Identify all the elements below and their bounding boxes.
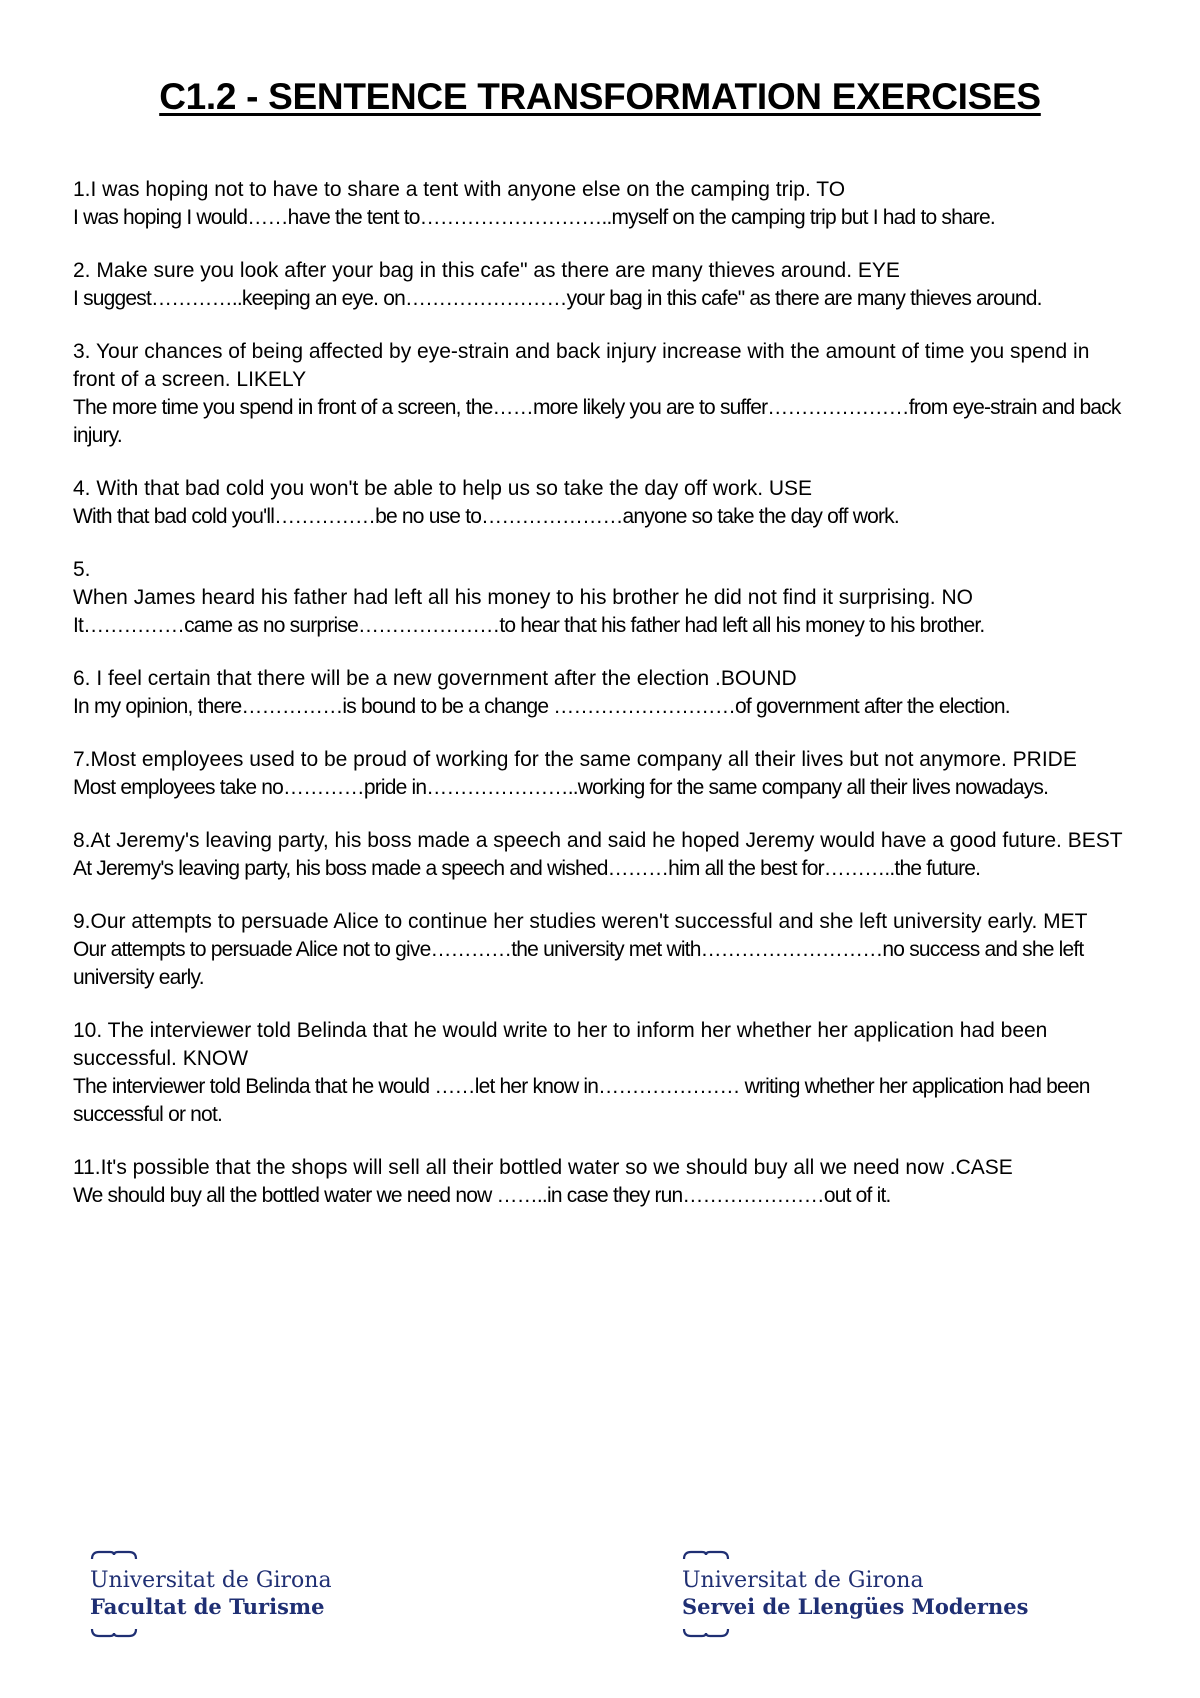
exercise-10 bbox=[73, 1017, 1133, 1129]
exercise-4 bbox=[73, 475, 1133, 531]
exercise-list bbox=[73, 176, 1133, 1235]
exercise-8 bbox=[73, 827, 1133, 883]
exercise-answer: The more time you spend in front of a screen, the……more likely you are to suffer…………………from eye-strain and back injury. bbox=[73, 396, 1121, 447]
exercise-answer: We should buy all the bottled water we need now ……..in case they run…………………out of it. bbox=[73, 1184, 891, 1207]
exercise-question: 9.Our attempts to persuade Alice to continue her studies weren't successful and she left university early. MET bbox=[73, 910, 1088, 933]
exercise-3 bbox=[73, 338, 1133, 450]
exercise-question: 11.It's possible that the shops will sell all their bottled water so we should buy all we need now .CASE bbox=[73, 1156, 1013, 1179]
exercise-question: 4. With that bad cold you won't be able to help us so take the day off work. USE bbox=[73, 477, 813, 500]
exercise-question: 10. The interviewer told Belinda that he would write to her to inform her whether her application had been successful. KNOW bbox=[73, 1019, 1048, 1070]
exercise-5 bbox=[73, 556, 1133, 640]
exercise-answer: At Jeremy's leaving party, his boss made a speech and wished………him all the best for………..the future. bbox=[73, 857, 981, 880]
logo-bracket-bottom-icon bbox=[90, 1628, 138, 1638]
exercise-question: 7.Most employees used to be proud of working for the same company all their lives but not anymore. PRIDE bbox=[73, 748, 1077, 771]
logo-servei-de-llengues-modernes bbox=[680, 1550, 1060, 1640]
exercise-answer: I suggest…………..keeping an eye. on……………………your bag in this cafe" as there are many thieves around. bbox=[73, 287, 1042, 310]
logo-department-name: Facultat de Turisme bbox=[90, 1594, 325, 1619]
exercise-question: 1.I was hoping not to have to share a tent with anyone else on the camping trip. TO bbox=[73, 178, 846, 201]
logo-university-name: Universitat de Girona bbox=[90, 1568, 332, 1593]
logo-bracket-top-icon bbox=[682, 1550, 730, 1560]
exercise-1 bbox=[73, 176, 1133, 232]
exercise-answer: In my opinion, there……………is bound to be a change ………………………of government after the election. bbox=[73, 695, 1010, 718]
logo-facultat-de-turisme bbox=[88, 1550, 468, 1640]
logo-department-name: Servei de Llengües Modernes bbox=[682, 1594, 1029, 1619]
exercise-9 bbox=[73, 908, 1133, 992]
exercise-11 bbox=[73, 1154, 1133, 1210]
exercise-answer: With that bad cold you'll……………be no use to…………………anyone so take the day off work. bbox=[73, 505, 899, 528]
exercise-answer: I was hoping I would……have the tent to………………………..myself on the camping trip but I had to share. bbox=[73, 206, 995, 229]
exercise-6 bbox=[73, 665, 1133, 721]
page-title: C1.2 - SENTENCE TRANSFORMATION EXERCISES bbox=[159, 76, 1041, 117]
exercise-2 bbox=[73, 257, 1133, 313]
exercise-question: 6. I feel certain that there will be a new government after the election .BOUND bbox=[73, 667, 797, 690]
logo-bracket-top-icon bbox=[90, 1550, 138, 1560]
exercise-answer: Our attempts to persuade Alice not to give…………the university met with………………………no success and she left university early. bbox=[73, 938, 1084, 989]
exercise-question: 8.At Jeremy's leaving party, his boss made a speech and said he hoped Jeremy would have a good future. BEST bbox=[73, 829, 1123, 852]
logo-bracket-bottom-icon bbox=[682, 1628, 730, 1638]
exercise-7 bbox=[73, 746, 1133, 802]
exercise-answer: Most employees take no…………pride in…………………..working for the same company all their lives nowadays. bbox=[73, 776, 1049, 799]
exercise-question: 2. Make sure you look after your bag in this cafe" as there are many thieves around. EYE bbox=[73, 259, 900, 282]
exercise-question: 3. Your chances of being affected by eye-strain and back injury increase with the amount of time you spend in front of a screen. LIKELY bbox=[73, 340, 1090, 391]
logo-university-name: Universitat de Girona bbox=[682, 1568, 924, 1593]
exercise-answer: The interviewer told Belinda that he would ……let her know in………………… writing whether her application had been successful or not. bbox=[73, 1075, 1090, 1126]
exercise-question: 5. When James heard his father had left all his money to his brother he did not find it surprising. NO bbox=[73, 558, 973, 609]
exercise-answer: It……………came as no surprise…………………to hear that his father had left all his money to his brother. bbox=[73, 614, 985, 637]
